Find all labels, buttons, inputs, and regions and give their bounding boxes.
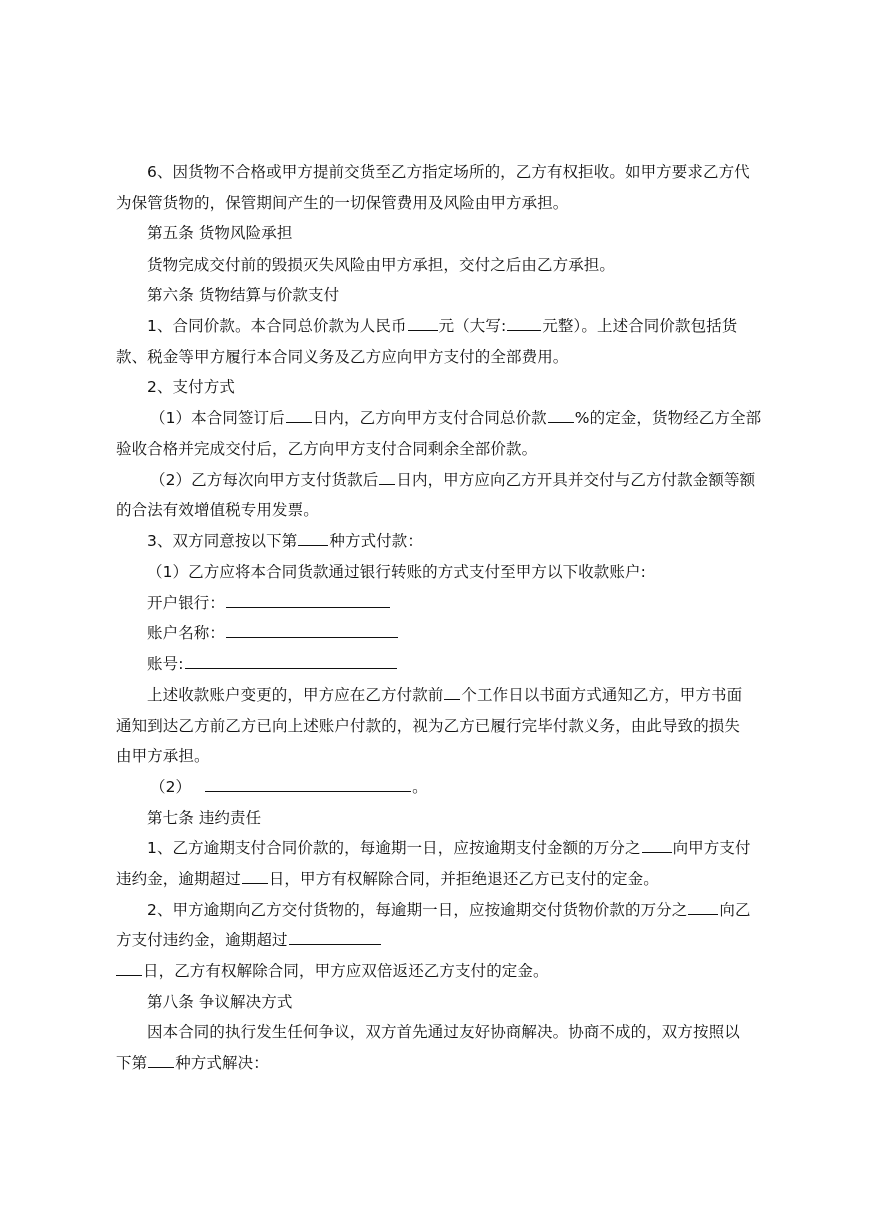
text-segment: 3、双方同意按以下第 [147,532,298,550]
text-segment: 向甲方支付 [672,839,751,857]
text-segment: 元整）。上述合同价款包括货 [542,317,738,335]
article-8-heading: 第八条 争议解决方式 [147,993,293,1011]
account-number-label: 账号: [147,655,184,673]
text-segment: 1、合同价款。本合同总价款为人民币 [147,317,407,335]
bank-name-line [147,593,767,613]
text-segment: 向乙 [719,901,751,919]
text-segment: 种方式解决： [175,1054,269,1072]
blank-percent [548,408,574,423]
invoice-line [150,470,767,490]
blank-rate [642,838,672,853]
contract-price-line [147,316,767,336]
seller-late-delivery-line-end [116,961,766,981]
seller-late-delivery-line-cont [116,930,766,950]
text-segment: 2、甲方逾期向乙方交付货物的，每逾期一日，应按逾期交付货物价款的万分之 [147,901,688,919]
text-segment: 1、乙方逾期支付合同价款的，每逾期一日，应按逾期支付金额的万分之 [147,839,641,857]
payment-method-heading: 2、支付方式 [147,378,235,396]
blank-rate [688,900,718,915]
text-segment: 下第 [116,1054,148,1072]
text-segment: 种方式付款： [329,532,423,550]
text-segment: 日内，乙方向甲方支付合同总价款 [312,409,547,427]
clause-6-text: 6、因货物不合格或甲方提前交货至乙方指定场所的，乙方有权拒收。如甲方要求乙方代 [147,163,750,181]
buyer-late-payment-line [147,838,767,858]
account-name-line [147,623,767,643]
article-5-text: 货物完成交付前的毁损灭失风险由甲方承担，交付之后由乙方承担。 [147,256,616,274]
text-segment: 方支付违约金，逾期超过 [116,931,288,949]
blank-amount [408,316,438,331]
account-number-line [147,654,767,674]
bank-name-label: 开户银行： [147,594,226,612]
blank-days [116,961,142,976]
payment-deposit-line [150,408,767,428]
text-segment: 日内，甲方应向乙方开具并交付与乙方付款金额等额 [396,471,756,489]
blank-workdays [444,685,460,700]
text-segment: 个工作日以书面方式通知乙方，甲方书面 [461,686,743,704]
contract-price-line-cont: 款、税金等甲方履行本合同义务及乙方应向甲方支付的全部费用。 [116,348,569,366]
blank-days [242,869,268,884]
blank-days [289,930,381,945]
article-7-heading: 第七条 违约责任 [147,809,262,827]
dispute-line: 因本合同的执行发生任何争议，双方首先通过友好协商解决。协商不成的，双方按照以 [147,1023,740,1041]
bank-transfer-line: （1）乙方应将本合同货款通过银行转账的方式支付至甲方以下收款账户: [147,563,646,581]
text-segment: （1）本合同签订后 [150,409,285,427]
text-segment: 元（大写: [438,317,507,335]
article-6-heading: 第六条 货物结算与价款支付 [147,286,340,304]
account-name-label: 账户名称： [147,624,226,642]
text-segment: %的定金，货物经乙方全部 [574,409,762,427]
text-segment: 日，乙方有权解除合同，甲方应双倍返还乙方支付的定金。 [143,962,549,980]
blank-days [286,408,312,423]
buyer-late-payment-line-cont [116,869,766,889]
account-number-blank [185,654,397,669]
text-segment: （2）乙方每次向甲方支付货款后 [150,471,379,489]
blank-option [298,531,328,546]
other-payment-line [150,777,767,797]
dispute-line-cont [116,1053,766,1073]
text-segment: 违约金，逾期超过 [116,870,241,888]
blank-option [148,1053,174,1068]
other-payment-blank [205,777,411,792]
text-segment: 上述收款账户变更的，甲方应在乙方付款前 [147,686,444,704]
seller-late-delivery-line [147,900,767,920]
text-segment: 日，甲方有权解除合同，并拒绝退还乙方已支付的定金。 [268,870,659,888]
account-change-line [147,685,767,705]
blank-days [379,470,395,485]
bank-name-blank [226,593,390,608]
account-change-line-cont: 通知到达乙方前乙方已向上述账户付款的，视为乙方已履行完毕付款义务，由此导致的损失 [116,717,741,735]
blank-amount-words [507,316,541,331]
payment-option-line [147,531,767,551]
invoice-line-cont: 的合法有效增值税专用发票。 [116,501,319,519]
text-segment: （2） [150,778,192,796]
account-change-line-end: 由甲方承担。 [116,747,210,765]
clause-6-text-cont: 为保管货物的，保管期间产生的一切保管费用及风险由甲方承担。 [116,194,569,212]
payment-deposit-line-cont: 验收合格并完成交付后，乙方向甲方支付合同剩余全部价款。 [116,440,538,458]
text-segment: 。 [412,778,428,796]
account-name-blank [226,623,398,638]
article-5-heading: 第五条 货物风险承担 [147,224,293,242]
